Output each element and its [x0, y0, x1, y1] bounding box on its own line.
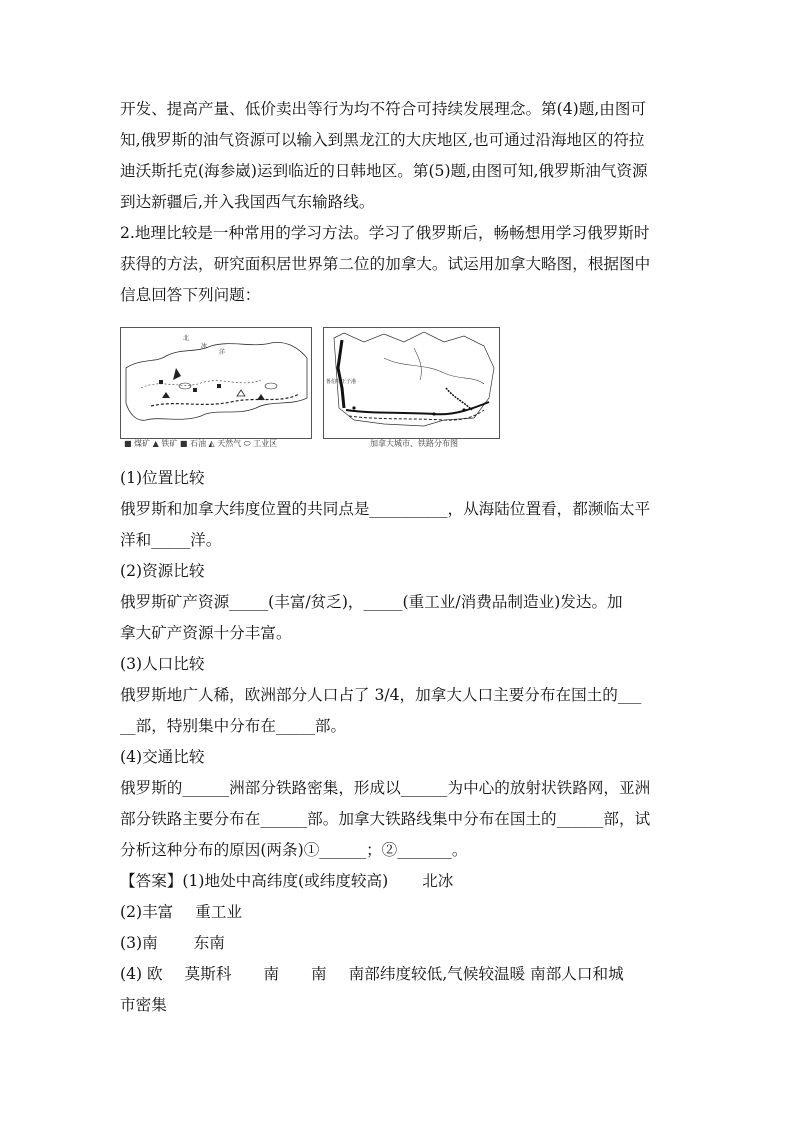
answer-line-3: [120, 933, 225, 953]
part1-line-1: 俄罗斯和加拿大纬度位置的共同点是__________，从海陆位置看，都濒临太平: [120, 500, 651, 518]
answer-4d: 南: [311, 965, 327, 983]
answer-line-2: [120, 902, 242, 922]
question-line-2: 获得的方法，研究面积居世界第二位的加拿大。试运用加拿大略图，根据图中: [120, 255, 651, 273]
part4-line-3: 分析这种分布的原因(两条)①______；②_______。: [120, 841, 468, 859]
answer-4e: 南部纬度较低,气候较温暖 南部人口和城: [348, 965, 624, 983]
answer-4b: 莫斯科: [184, 965, 232, 983]
part2-line-1: 俄罗斯矿产资源_____(丰富/贫乏)，_____(重工业/消费品制造业)发达。加: [120, 593, 623, 611]
intro-line-3: 迪沃斯托克(海参崴)运到临近的日韩地区。第(5)题,由图可知,俄罗斯油气资源: [120, 162, 648, 180]
part2-line-2: 拿大矿产资源十分丰富。: [120, 624, 292, 642]
answer-line-5: 市密集: [120, 996, 167, 1014]
russia-resource-map: [120, 327, 312, 439]
part4-title: (4)交通比较: [120, 748, 205, 766]
canada-map-label-city: 鲁伯特王子港: [326, 379, 357, 385]
canada-map-caption: 加拿大城市、铁路分布图: [370, 439, 458, 448]
russia-map-label-ocean: 洋: [219, 349, 226, 356]
part4-line-2: 部分铁路主要分布在______部。加拿大铁路线集中分布在国土的______部，试: [120, 810, 651, 828]
russia-map-legend: ■ 煤矿 ▲ 铁矿 ■ 石油 ◭ 天然气 ⬭ 工业区: [124, 439, 278, 448]
part3-line-1: 俄罗斯地广人稀，欧洲部分人口占了 3/4，加拿大人口主要分布在国土的___: [120, 686, 642, 704]
intro-line-1: 开发、提高产量、低价卖出等行为均不符合可持续发展理念。第(4)题,由图可: [120, 100, 647, 118]
question-line-3: 信息回答下列问题：: [120, 286, 261, 304]
answer-2a: (2)丰富: [120, 903, 174, 921]
answer-2b: 重工业: [195, 903, 243, 921]
answer-1a: (1)地处中高纬度(或纬度较高): [182, 872, 389, 890]
russia-map-label-east: 冰: [201, 343, 208, 350]
part2-title: (2)资源比较: [120, 562, 205, 580]
part1-title: (1)位置比较: [120, 469, 205, 487]
question-line-1: 2.地理比较是一种常用的学习方法。学习了俄罗斯后，畅畅想用学习俄罗斯时: [120, 224, 650, 242]
canada-map-drawing: [324, 328, 499, 438]
part3-line-2: __部，特别集中分布在_____部。: [120, 717, 347, 735]
answer-4c: 南: [263, 965, 280, 983]
answer-3a: (3)南: [120, 934, 158, 952]
part1-line-2: 洋和_____洋。: [120, 531, 222, 549]
canada-city-railway-map: [323, 327, 500, 439]
answer-4a: (4) 欧: [120, 965, 163, 983]
answer-label: 【答案】: [120, 872, 183, 890]
answer-3b: 东南: [193, 934, 225, 952]
part3-title: (3)人口比较: [120, 655, 205, 673]
intro-line-2: 知,俄罗斯的油气资源可以输入到黑龙江的大庆地区,也可通过沿海地区的符拉: [120, 131, 645, 149]
russia-map-drawing: [121, 328, 311, 438]
russia-map-label-north: 北: [183, 335, 190, 342]
answer-line-1: [120, 871, 453, 891]
answer-line-4: [120, 964, 624, 984]
intro-line-4: 到达新疆后,并入我国西气东输路线。: [120, 193, 375, 211]
part4-line-1: 俄罗斯的______洲部分铁路密集，形成以______为中心的放射状铁路网，亚洲: [120, 779, 651, 797]
answer-1b: 北冰: [422, 872, 454, 890]
